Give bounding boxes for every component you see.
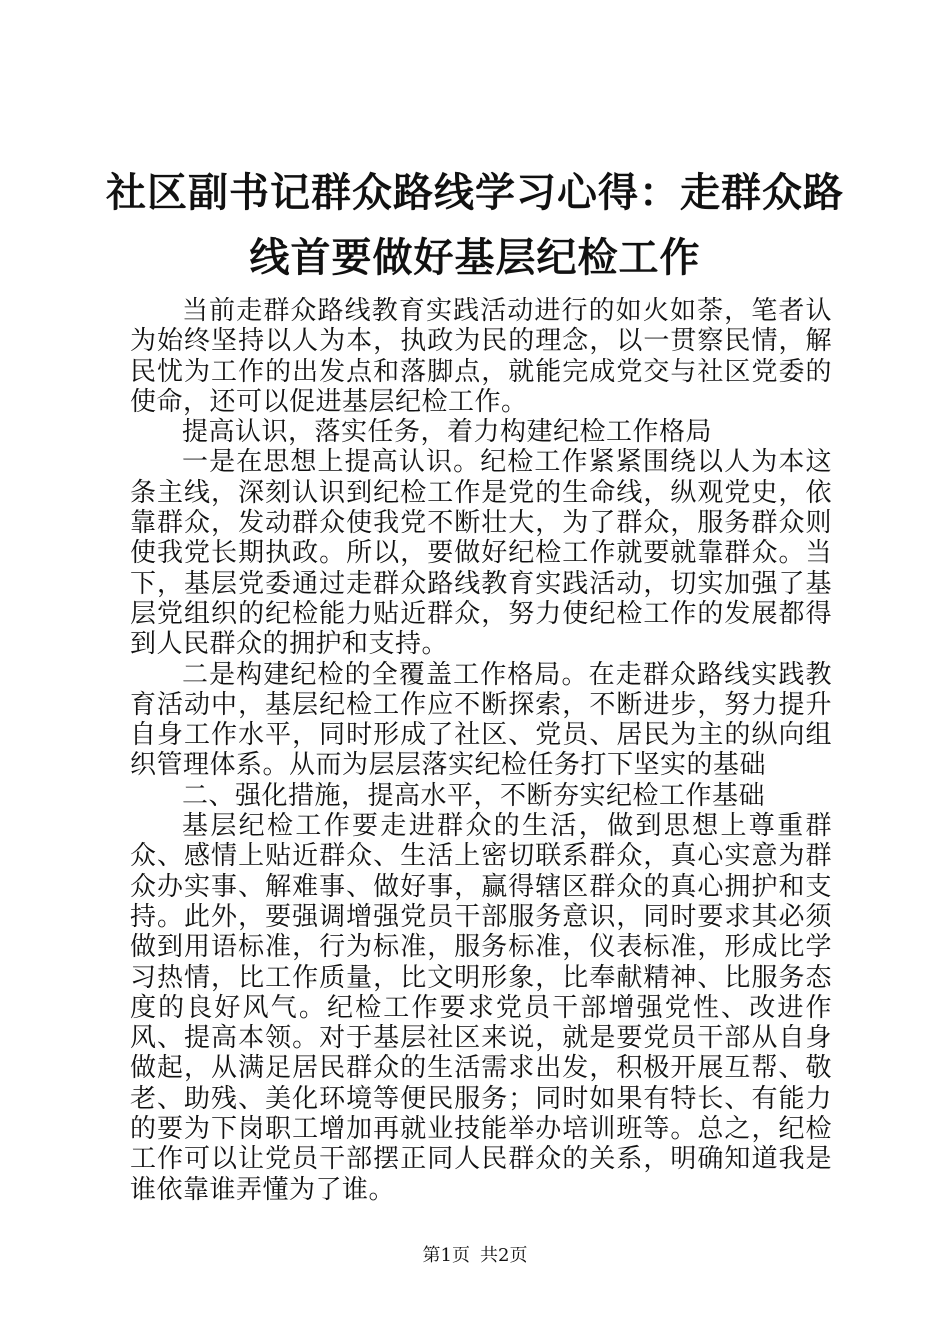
page-number: 第1页	[422, 1245, 470, 1266]
paragraph-point-1: 一是在思想上提高认识。纪检工作紧紧围绕以人为本这条主线，深刻认识到纪检工作是党的生命线，纵观党史，依靠群众，发动群众使我党不断壮大，为了群众，服务群众则使我党长期执政。所以，要做好纪检工作就要就靠群众。当下，基层党委通过走群众路线教育实践活动，切实加强了基层党组织的纪检能力贴近群众，努力使纪检工作的发展都得到人民群众的拥护和支持。	[130, 447, 832, 660]
paragraph-point-2: 二是构建纪检的全覆盖工作格局。在走群众路线实践教育活动中，基层纪检工作应不断探索，不断进步，努力提升自身工作水平，同时形成了社区、党员、居民为主的纵向组织管理体系。从而为层层落实纪检任务打下坚实的基础	[130, 659, 832, 781]
paragraph-section-2: 基层纪检工作要走进群众的生活，做到思想上尊重群众、感情上贴近群众、生活上密切联系群众，真心实意为群众办实事、解难事、做好事，赢得辖区群众的真心拥护和支持。此外，要强调增强党员干部服务意识，同时要求其必须做到用语标准，行为标准，服务标准，仪表标准，形成比学习热情，比工作质量，比文明形象，比奉献精神、比服务态度的良好风气。纪检工作要求党员干部增强党性、改进作风、提高本领。对于基层社区来说，就是要党员干部从自身做起，从满足居民群众的生活需求出发，积极开展互帮、敬老、助残、美化环境等便民服务；同时如果有特长、有能力的要为下岗职工增加再就业技能举办培训班等。总之，纪检工作可以让党员干部摆正同人民群众的关系，明确知道我是谁依靠谁弄懂为了谁。	[130, 811, 832, 1205]
section-heading-1: 提高认识，落实任务，着力构建纪检工作格局	[182, 417, 713, 448]
paragraph-intro: 当前走群众路线教育实践活动进行的如火如荼，笔者认为始终坚持以人为本，执政为民的理念，以一贯察民情，解民忧为工作的出发点和落脚点，就能完成党交与社区党委的使命，还可以促进基层纪检工作。	[130, 296, 832, 417]
page-footer	[0, 1245, 950, 1267]
page-total: 共2页	[480, 1245, 528, 1266]
document-body	[130, 296, 832, 1205]
document-title: 社区副书记群众路线学习心得：走群众路线首要做好基层纪检工作	[106, 169, 844, 281]
section-heading-2: 二、强化措施，提高水平，不断夯实纪检工作基础	[182, 780, 766, 811]
